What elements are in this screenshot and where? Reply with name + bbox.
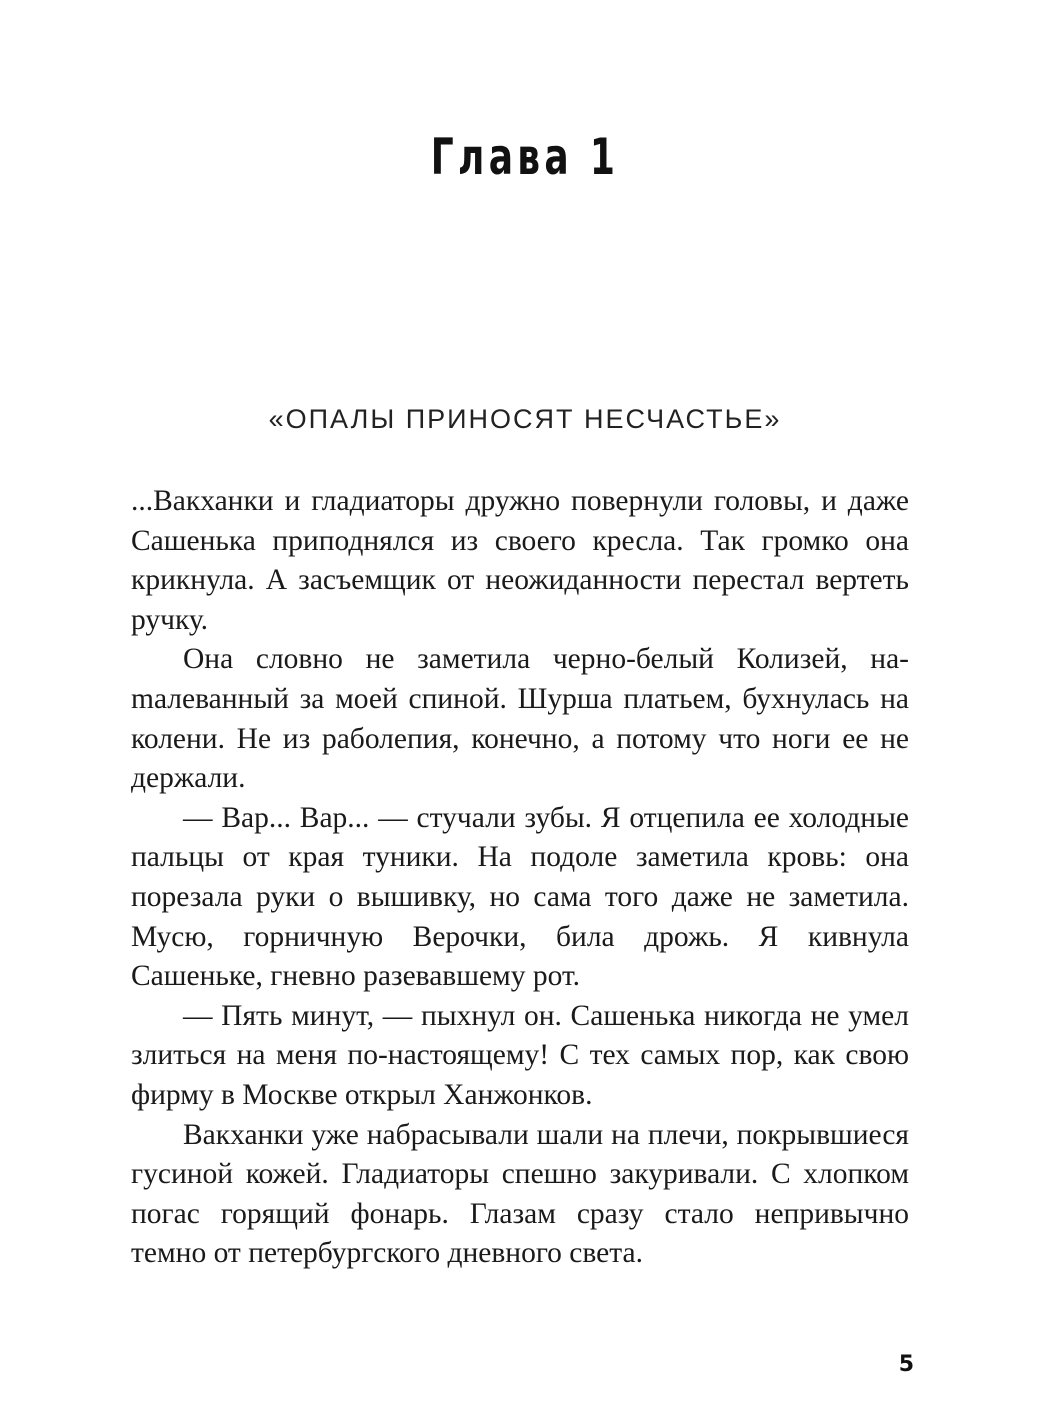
section-title: «ОПАЛЫ ПРИНОСЯТ НЕСЧАСТЬЕ» [268,404,782,434]
page-number: 5 [898,1352,914,1377]
body-text [131,482,909,1274]
chapter-title: Глава 1 [430,128,620,186]
paragraph: ...Вакханки и гладиаторы дружно повернули головы, и даже Сашенька приподнялся из своего кресла. Так громко она крикнула. А засъемщик от неожиданности перестал вертеть ручку. [131,485,909,636]
paragraph: Вакханки уже набрасывали шали на плечи, покрывшиеся гусиной кожей. Гладиаторы спешно закуривали. С хлопком погас горящий фонарь. Глазам сразу стало непривычно темно от петербургского дневного света. [131,1118,909,1270]
paragraph: — Пять минут, — пыхнул он. Сашенька никогда не умел злиться на меня по-настоящему! С тех самых пор, как свою фирму в Москве открыл Ханжонков. [131,999,909,1111]
paragraph: Она словно не заметила черно-белый Колизей, наmалеванный за моей спиной. Шурша платьем, бухнулась на колени. Не из раболепия, конечно, а потому что ноги ее не держали. [131,643,909,795]
paragraph: — Вар... Вар... — стучали зубы. Я отцепила ее холодные пальцы от края туники. На подоле заметила кровь: она порезала руки о вышивку, но сама того даже не заметила. Мусю, горничную Верочки, била дрожь. Я кивнула Сашеньке, гневно разевавшему рот. [131,801,909,993]
